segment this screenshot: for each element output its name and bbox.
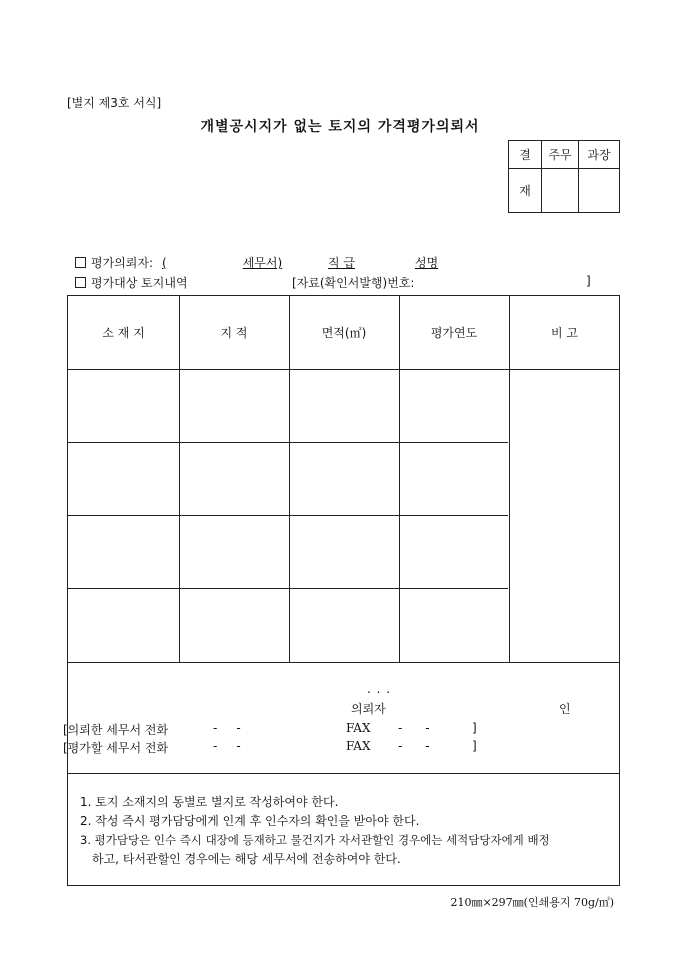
checkbox-land[interactable] (75, 277, 86, 288)
requester-rank-field[interactable] (288, 254, 480, 271)
land-line (75, 274, 188, 291)
header-lot: 지 적 (220, 326, 248, 340)
note-3-cont: 하고, 타서관할인 경우에는 해당 세무서에 전송하여야 한다. (92, 852, 401, 866)
note-1: 1. 토지 소재지의 동별로 별지로 작성하여야 한다. (80, 795, 339, 809)
requester-sign-label: 의뢰자 (351, 702, 386, 716)
header-location: 소 재 지 (102, 326, 145, 340)
header-remarks: 비 고 (551, 326, 578, 340)
request-office-phone-label: [의뢰한 세무서 전화 (63, 723, 169, 737)
name-label: 성명 (415, 256, 439, 270)
requester-label: 평가의뢰자: (91, 256, 154, 270)
header-year: 평가연도 (430, 326, 478, 340)
eval-office-close: ] (472, 739, 477, 753)
rank-label: 직 급 (328, 256, 355, 270)
requester-office: 세무서) (242, 256, 283, 270)
form-number: [별지 제3호 서식] (67, 96, 162, 110)
requester-office-field[interactable] (162, 254, 288, 271)
request-office-close: ] (472, 721, 477, 735)
approval-sign-manager[interactable] (579, 169, 620, 213)
approval-col-manager: 과장 (579, 141, 620, 169)
seal-label: 인 (559, 702, 571, 716)
land-label: 평가대상 토지내역 (91, 276, 188, 290)
request-office-phone-dashes: - - (213, 721, 241, 735)
approval-sign-staff[interactable] (542, 169, 579, 213)
approval-col-staff: 주무 (542, 141, 579, 169)
document-title: 개별공시지가 없는 토지의 가격평가의뢰서 (200, 119, 480, 135)
doc-number-close: ] (586, 274, 591, 288)
doc-number-label: [자료(확인서발행)번호: (292, 276, 415, 290)
note-3: 3. 평가담당은 인수 즉시 대장에 등재하고 물건지가 자서관할인 경우에는 세적담당자에게 배정 (80, 833, 550, 847)
requester-line (75, 254, 153, 271)
request-office-fax-dashes: - - (398, 721, 430, 735)
land-table (63, 295, 620, 886)
eval-office-phone-label: [평가할 세무서 전화 (63, 741, 169, 755)
eval-office-fax-label: FAX (346, 739, 371, 753)
requester-paren: ( (162, 256, 167, 270)
note-2: 2. 작성 즉시 평가담당에게 인계 후 인수자의 확인을 받아야 한다. (80, 814, 420, 828)
approval-box (508, 140, 620, 213)
eval-office-phone-dashes: - - (213, 739, 241, 753)
header-area: 면적(㎡) (321, 326, 367, 340)
paper-spec: 210㎜×297㎜(인쇄용지 70g/㎡) (450, 896, 614, 909)
approval-label-top: 결 (509, 141, 542, 169)
date-dots: . . . (367, 682, 392, 696)
checkbox-requester[interactable] (75, 257, 86, 268)
eval-office-fax-dashes: - - (398, 739, 430, 753)
approval-label-bottom: 재 (509, 169, 542, 213)
request-office-fax-label: FAX (346, 721, 371, 735)
